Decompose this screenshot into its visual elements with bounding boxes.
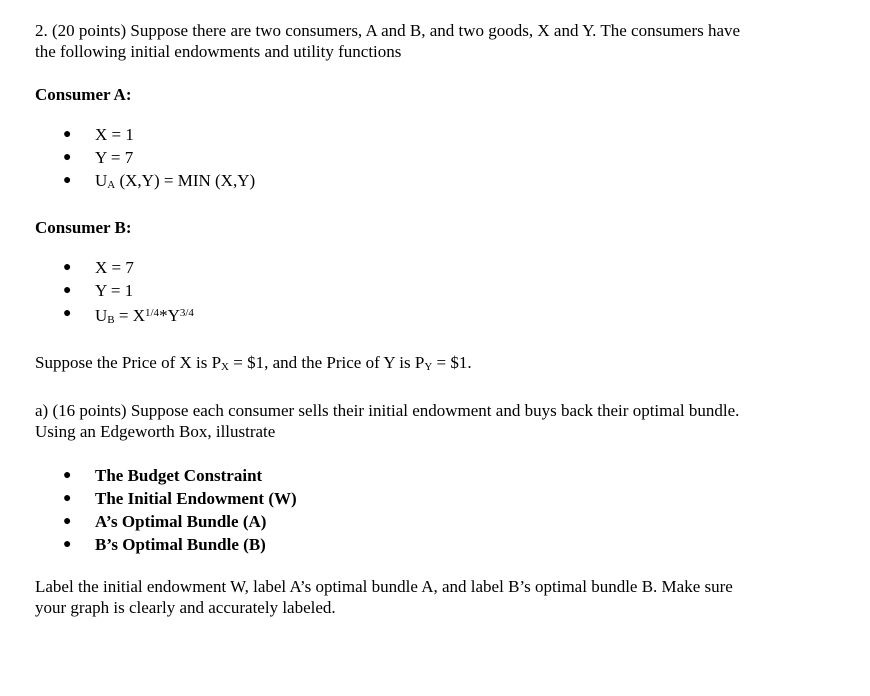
bullet-icon: ● <box>63 127 72 142</box>
utility-subscript: A <box>107 179 116 191</box>
bullet-icon: ● <box>63 537 72 552</box>
bullet-icon: ● <box>63 283 72 298</box>
list-item <box>35 146 835 169</box>
part-a-list <box>35 464 835 556</box>
exponent-x: 1/4 <box>145 307 160 319</box>
bullet-icon: ● <box>63 468 72 483</box>
list-item <box>35 487 835 510</box>
intro-line-2: the following initial endowments and utility functions <box>35 42 402 61</box>
price-text-2: = $1, and the Price of Y is P <box>229 353 425 372</box>
bullet-icon: ● <box>63 514 72 529</box>
endowment-y: Y = 1 <box>95 281 134 300</box>
list-item <box>35 169 835 197</box>
price-text-1: Suppose the Price of X is P <box>35 353 222 372</box>
utility-function: (X,Y) = MIN (X,Y) <box>115 171 256 190</box>
list-item <box>35 510 835 533</box>
endowment-y: Y = 7 <box>95 148 134 167</box>
list-item <box>35 533 835 556</box>
consumer-a-list <box>35 123 835 197</box>
utility-function-x: = X <box>114 306 145 325</box>
endowment-x: X = 1 <box>95 125 134 144</box>
consumer-a-heading: Consumer A: <box>35 85 132 104</box>
consumer-b-heading: Consumer B: <box>35 218 132 237</box>
list-item <box>35 302 835 332</box>
endowment-x: X = 7 <box>95 258 134 277</box>
item-initial-endowment: The Initial Endowment (W) <box>95 489 297 508</box>
prices-line <box>35 352 835 378</box>
part-a-line-2: Using an Edgeworth Box, illustrate <box>35 422 276 441</box>
bullet-icon: ● <box>63 306 72 321</box>
utility-function-y: *Y <box>159 306 180 325</box>
utility-symbol: U <box>95 171 108 190</box>
closing-line-1: Label the initial endowment W, label A’s optimal bundle A, and label B’s optimal bundle B. Make sure <box>35 577 733 596</box>
bullet-icon: ● <box>63 491 72 506</box>
list-item <box>35 464 835 487</box>
bullet-icon: ● <box>63 173 72 188</box>
closing-line-2: your graph is clearly and accurately labeled. <box>35 598 336 617</box>
utility-symbol: U <box>95 306 108 325</box>
bullet-icon: ● <box>63 260 72 275</box>
price-subscript-y: Y <box>424 361 433 373</box>
list-item <box>35 123 835 146</box>
price-text-3: = $1. <box>432 353 472 372</box>
consumer-b-list <box>35 256 835 332</box>
item-a-optimal-bundle: A’s Optimal Bundle (A) <box>95 512 267 531</box>
bullet-icon: ● <box>63 150 72 165</box>
problem-document <box>35 20 835 618</box>
list-item <box>35 279 835 302</box>
utility-subscript: B <box>107 314 115 326</box>
part-a-line-1: a) (16 points) Suppose each consumer sells their initial endowment and buys back their optimal bundle. <box>35 401 740 420</box>
intro-line-1: 2. (20 points) Suppose there are two consumers, A and B, and two goods, X and Y. The consumers have <box>35 21 741 40</box>
price-subscript-x: X <box>221 361 229 373</box>
item-b-optimal-bundle: B’s Optimal Bundle (B) <box>95 535 266 554</box>
item-budget-constraint: The Budget Constraint <box>95 466 263 485</box>
list-item <box>35 256 835 279</box>
exponent-y: 3/4 <box>179 307 194 319</box>
